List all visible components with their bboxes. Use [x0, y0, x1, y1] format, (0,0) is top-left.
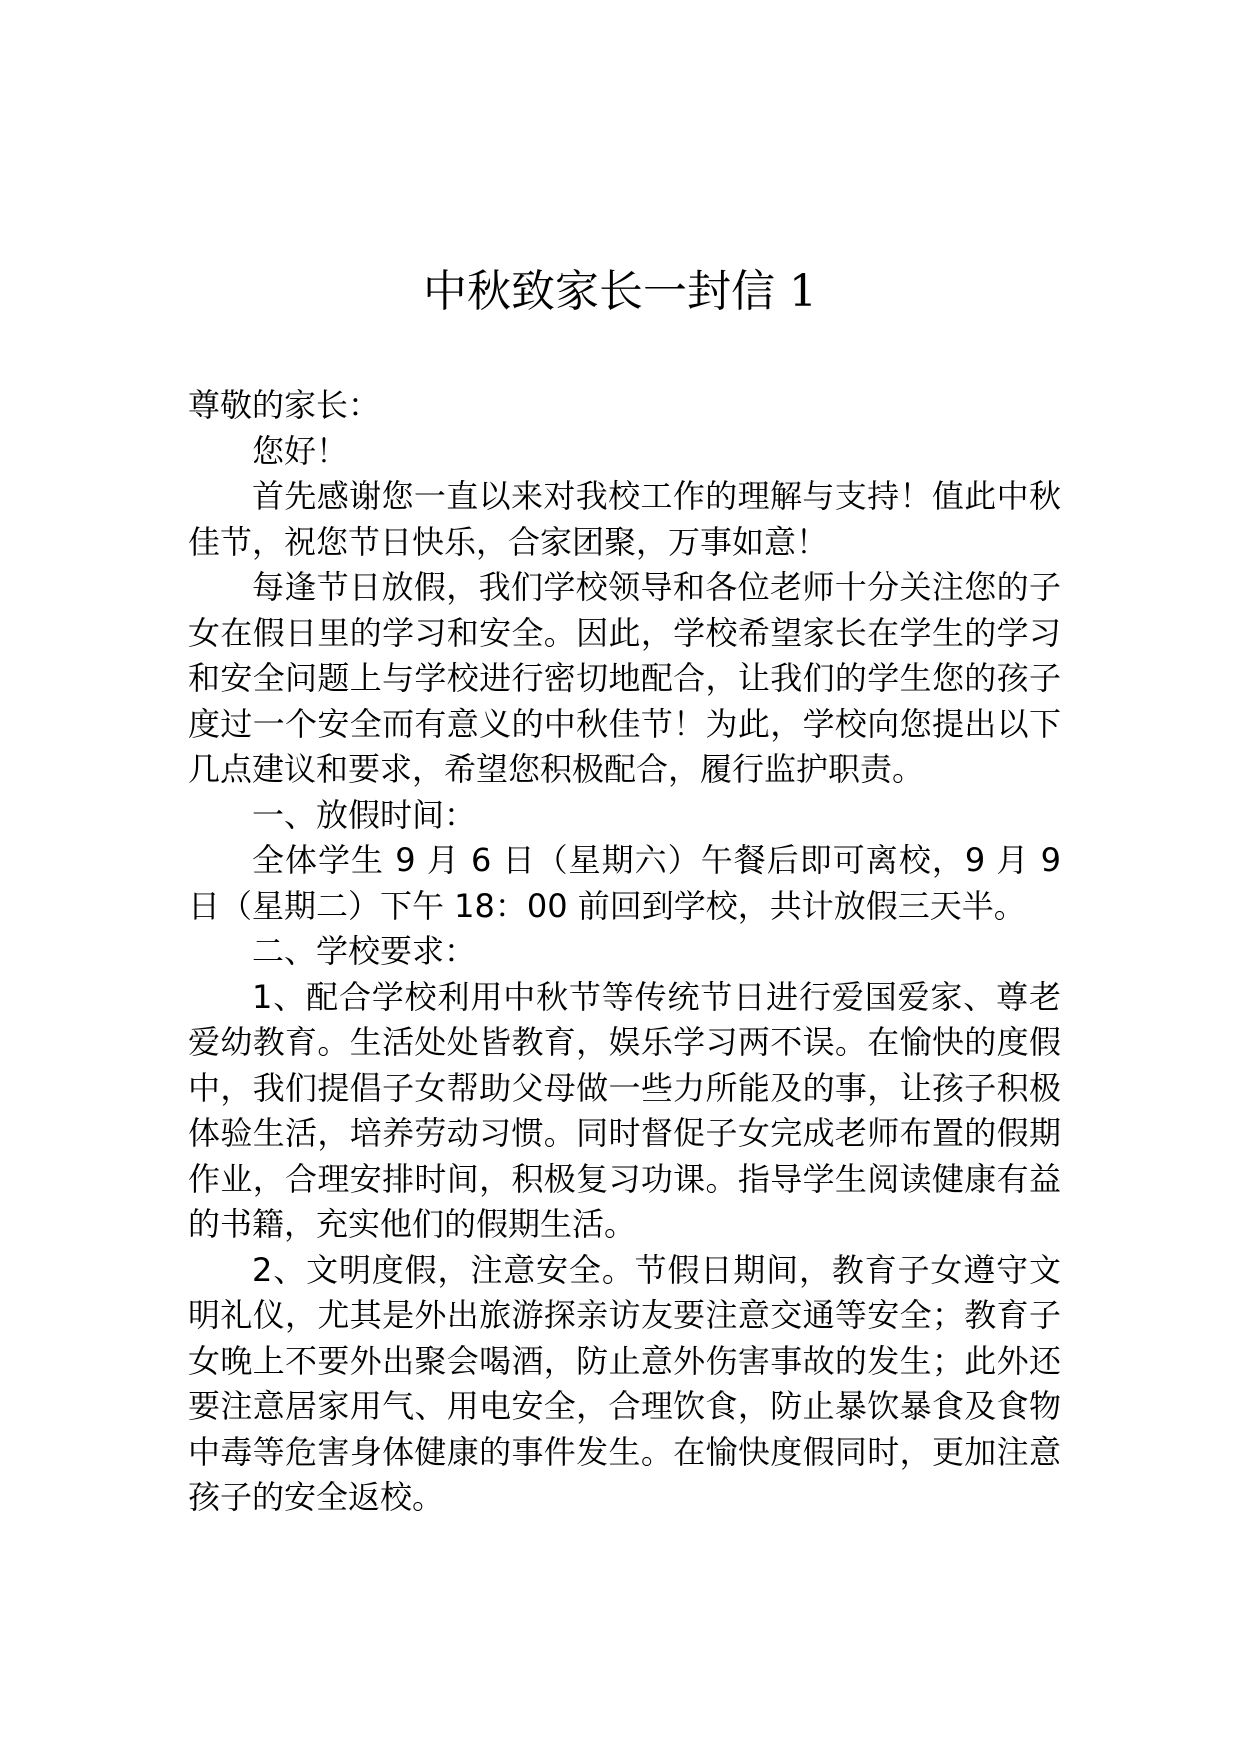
paragraph-thanks: 首先感谢您一直以来对我校工作的理解与支持！值此中秋佳节，祝您节日快乐，合家团聚，万事如意！	[188, 477, 1061, 561]
section-heading-holiday-time: 一、放假时间：	[252, 795, 477, 834]
letter-body	[188, 383, 1061, 1521]
requirement-item-1: 1、配合学校利用中秋节等传统节日进行爱国爱家、尊老爱幼教育。生活处处皆教育，娱乐学习两不误。在愉快的度假中，我们提倡子女帮助父母做一些力所能及的事，让孩子积极体验生活，培养劳动习惯。同时督促子女完成老师布置的假期作业，合理安排时间，积极复习功课。指导学生阅读健康有益的书籍，充实他们的假期生活。	[188, 977, 1061, 1243]
salutation: 尊敬的家长：	[188, 386, 381, 424]
paragraph-holiday-time: 全体学生 9 月 6 日（星期六）午餐后即可离校，9 月 9 日（星期二）下午 18：00 前回到学校，共计放假三天半。	[188, 841, 1061, 925]
document-title: 中秋致家长一封信 1	[423, 266, 817, 317]
paragraph-intro: 每逢节日放假，我们学校领导和各位老师十分关注您的子女在假日里的学习和安全。因此，学校希望家长在学生的学习和安全问题上与学校进行密切地配合，让我们的学生您的孩子度过一个安全而有意义的中秋佳节！为此，学校向您提出以下几点建议和要求，希望您积极配合，履行监护职责。	[188, 568, 1061, 788]
greeting: 您好！	[252, 431, 349, 470]
section-heading-requirements: 二、学校要求：	[252, 932, 477, 970]
requirement-item-2: 2、文明度假，注意安全。节假日期间，教育子女遵守文明礼仪，尤其是外出旅游探亲访友要注意交通等安全；教育子女晚上不要外出聚会喝酒，防止意外伤害事故的发生；此外还要注意居家用气、用电安全，合理饮食，防止暴饮暴食及食物中毒等危害身体健康的事件发生。在愉快度假同时，更加注意孩子的安全返校。	[188, 1250, 1061, 1516]
